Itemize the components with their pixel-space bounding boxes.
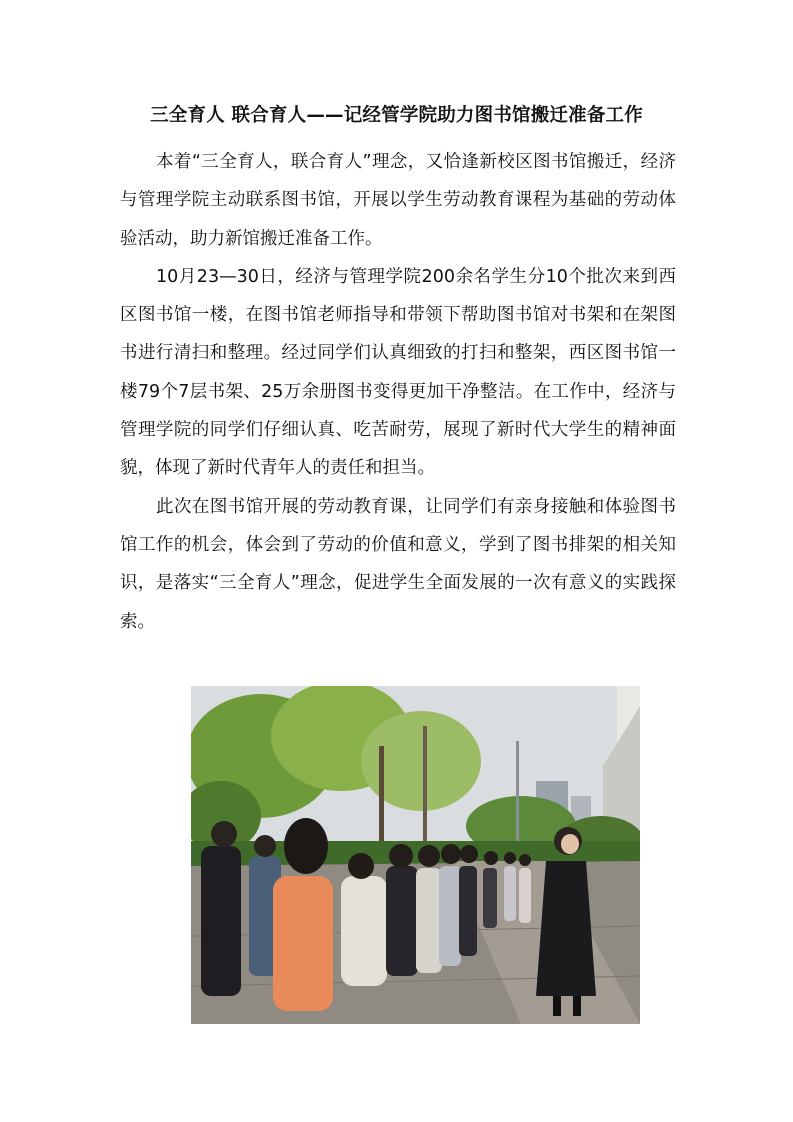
paragraph-activity: 10月23—30日，经济与管理学院200余名学生分10个批次来到西区图书馆一楼，在图书馆老师指导和带领下帮助图书馆对书架和在架图书进行清扫和整理。经过同学们认真细致的打扫和整架，西区图书馆一楼79个7层书架、25万余册图书变得更加干净整洁。在工作中，经济与管理学院的同学们仔细认真、吃苦耐劳，展现了新时代大学生的精神面貌，体现了新时代青年人的责任和担当。 xyxy=(120,266,676,479)
article-title: 三全育人 联合育人——记经管学院助力图书馆搬迁准备工作 xyxy=(150,105,643,126)
paragraph-intro: 本着“三全育人，联合育人”理念，又恰逢新校区图书馆搬迁，经济与管理学院主动联系图书馆，开展以学生劳动教育课程为基础的劳动体验活动，助力新馆搬迁准备工作。 xyxy=(120,152,676,249)
paragraph-conclusion: 此次在图书馆开展的劳动教育课，让同学们有亲身接触和体验图书馆工作的机会，体会到了劳动的价值和意义，学到了图书排架的相关知识，是落实“三全育人”理念，促进学生全面发展的一次有意义的实践探索。 xyxy=(120,496,676,632)
article-body xyxy=(120,143,676,641)
event-photo xyxy=(191,686,640,1024)
